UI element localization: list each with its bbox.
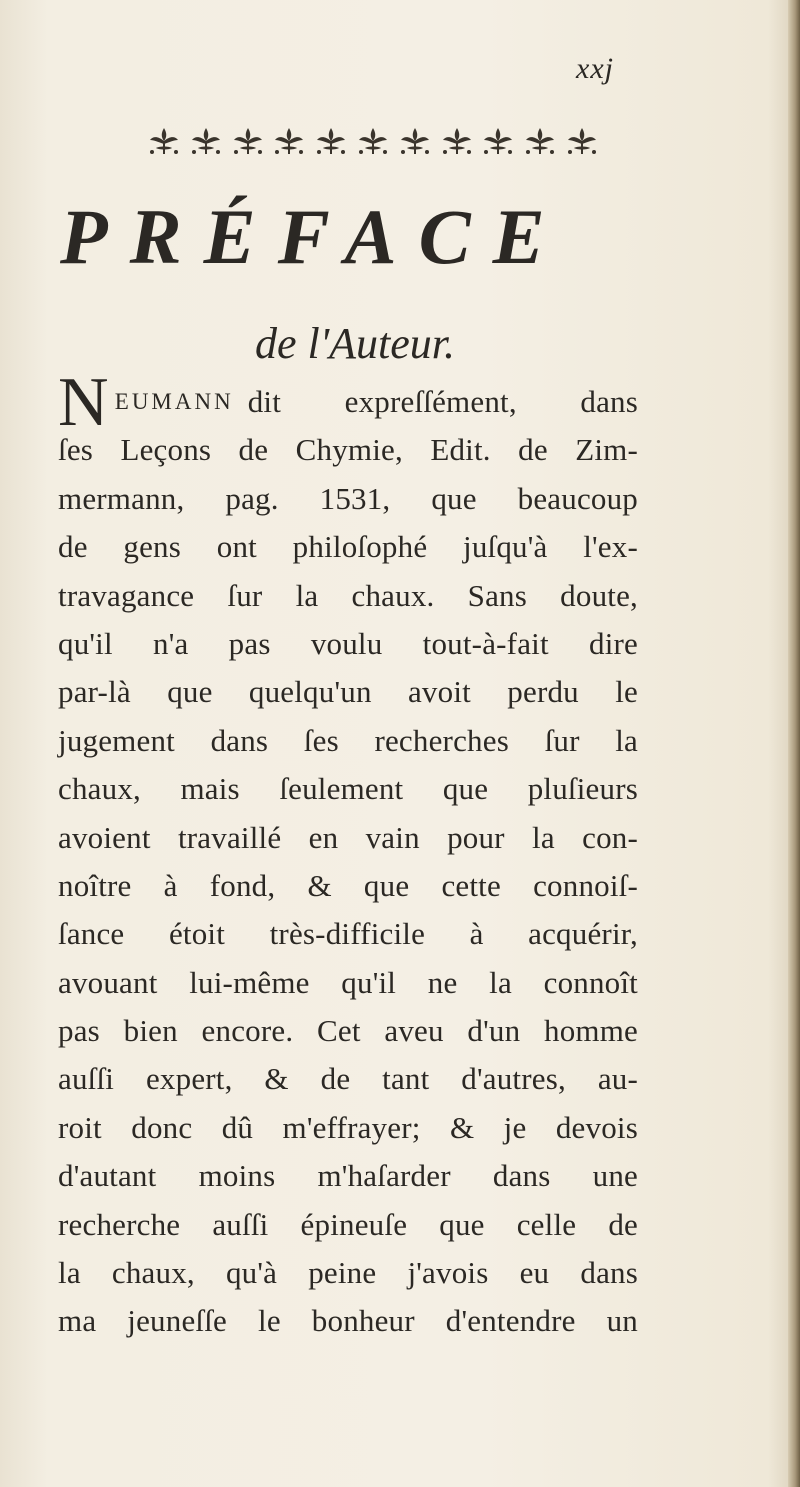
text-line: avoient travaillé en vain pour la con-	[58, 819, 638, 855]
text-line: qu'il n'a pas voulu tout-à-fait dire	[58, 625, 638, 661]
page-title: PRÉFACE	[60, 193, 567, 280]
text-line: roit donc dû m'effrayer; & je devois	[58, 1109, 638, 1145]
text-line: ſance étoit très-difficile à acquérir,	[58, 916, 638, 952]
drop-cap: N	[58, 364, 109, 442]
page-number: xxj	[576, 52, 614, 85]
text-line: noître à fond, & que cette connoiſ-	[58, 867, 638, 903]
body-text	[58, 364, 638, 1346]
text-line: mermann, pag. 1531, que beaucoup	[58, 480, 638, 516]
fleuron-icon	[480, 124, 516, 160]
fleuron-icon	[313, 124, 349, 160]
text-line: pas bien encore. Cet aveu d'un homme	[58, 1013, 638, 1049]
ornament-band	[146, 122, 600, 162]
fleuron-icon	[188, 124, 224, 160]
text-line: jugement dans ſes recherches ſur la	[58, 722, 638, 758]
page-subtitle: de l'Auteur.	[254, 319, 456, 368]
fleuron-icon	[230, 124, 266, 160]
text-line: auſſi expert, & de tant d'autres, au-	[58, 1061, 638, 1097]
text-line-rest: dit expreſſément, dans	[247, 383, 638, 419]
text-line	[58, 364, 638, 442]
text-line: ma jeuneſſe le bonheur d'entendre un	[58, 1303, 638, 1339]
text-line: recherche auſſi épineuſe que celle de	[58, 1206, 638, 1242]
text-line: ſes Leçons de Chymie, Edit. de Zim-	[58, 432, 638, 468]
text-line: par-là que quelqu'un avoit perdu le	[58, 674, 638, 710]
fleuron-icon	[271, 124, 307, 160]
fleuron-icon	[146, 124, 182, 160]
small-caps-word: EUMANN	[114, 388, 234, 414]
fleuron-icon	[397, 124, 433, 160]
fleuron-icon	[522, 124, 558, 160]
text-line: de gens ont philoſophé juſqu'à l'ex-	[58, 529, 638, 565]
fleuron-icon	[564, 124, 600, 160]
text-line: d'autant moins m'haſarder dans une	[58, 1158, 638, 1194]
fleuron-icon	[355, 124, 391, 160]
text-line: avouant lui-même qu'il ne la connoît	[58, 964, 638, 1000]
text-line: la chaux, qu'à peine j'avois eu dans	[58, 1255, 638, 1291]
text-line: travagance ſur la chaux. Sans doute,	[58, 577, 638, 613]
page-edge	[788, 0, 800, 1487]
fleuron-icon	[439, 124, 475, 160]
text-line: chaux, mais ſeulement que pluſieurs	[58, 771, 638, 807]
